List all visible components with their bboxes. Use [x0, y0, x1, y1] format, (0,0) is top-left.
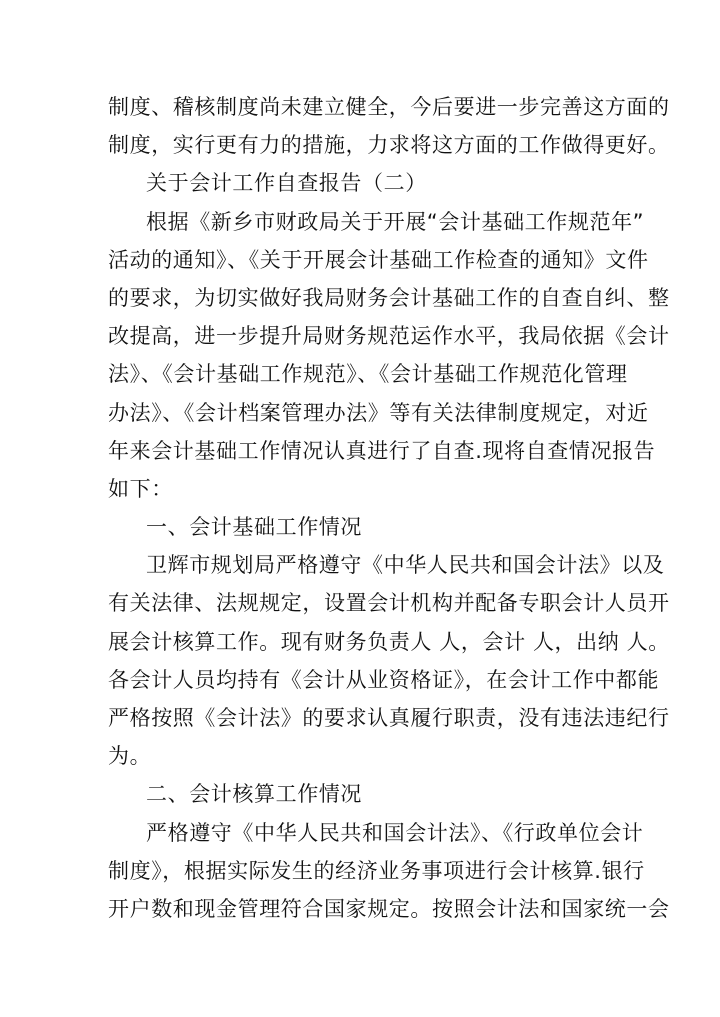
paragraph-line: 办法》、《会计档案管理办法》等有关法律制度规定，对近: [108, 400, 649, 425]
paragraph-line: 如下：: [108, 476, 173, 501]
paragraph-line: 根据《新乡市财政局关于开展“会计基础工作规范年”: [146, 209, 645, 234]
paragraph-line: 活动的通知》、《关于开展会计基础工作检查的通知》文件: [108, 247, 649, 272]
paragraph-line: 有关法律、法规规定，设置会计机构并配备专职会计人员开: [108, 591, 670, 616]
paragraph-line: 为。: [108, 744, 152, 769]
section-heading: 一、会计基础工作情况: [146, 515, 362, 540]
paragraph-line: 制度》，根据实际发生的经济业务事项进行会计核算.银行: [108, 858, 645, 883]
paragraph-line: 开户数和现金管理符合国家规定。按照会计法和国家统一会: [108, 896, 670, 921]
paragraph-line: 展会计核算工作。现有财务负责人 人，会计 人，出纳 人。: [108, 629, 670, 654]
section-heading: 二、会计核算工作情况: [146, 782, 362, 807]
paragraph-line: 严格按照《会计法》的要求认真履行职责，没有违法违纪行: [108, 706, 670, 730]
paragraph-line: 法》、《会计基础工作规范》、《会计基础工作规范化管理: [108, 362, 628, 387]
paragraph-line: 制度，实行更有力的措施，力求将这方面的工作做得更好。: [108, 133, 670, 158]
paragraph-line: 年来会计基础工作情况认真进行了自查.现将自查情况报告: [108, 438, 656, 463]
section-title: 关于会计工作自查报告（二）: [146, 171, 427, 196]
paragraph-line: 各会计人员均持有《会计从业资格证》，在会计工作中都能: [108, 667, 660, 692]
paragraph-line: 严格遵守《中华人民共和国会计法》、《行政单位会计: [146, 820, 644, 845]
paragraph-line: 改提高，进一步提升局财务规范运作水平，我局依据《会计: [108, 324, 670, 349]
paragraph-line: 卫辉市规划局严格遵守《中华人民共和国会计法》以及: [146, 553, 665, 578]
paragraph-line: 的要求，为切实做好我局财务会计基础工作的自查自纠、整: [108, 285, 670, 310]
document-body: [108, 88, 670, 928]
paragraph-line: 制度、稽核制度尚未建立健全，今后要进一步完善这方面的: [108, 95, 670, 119]
